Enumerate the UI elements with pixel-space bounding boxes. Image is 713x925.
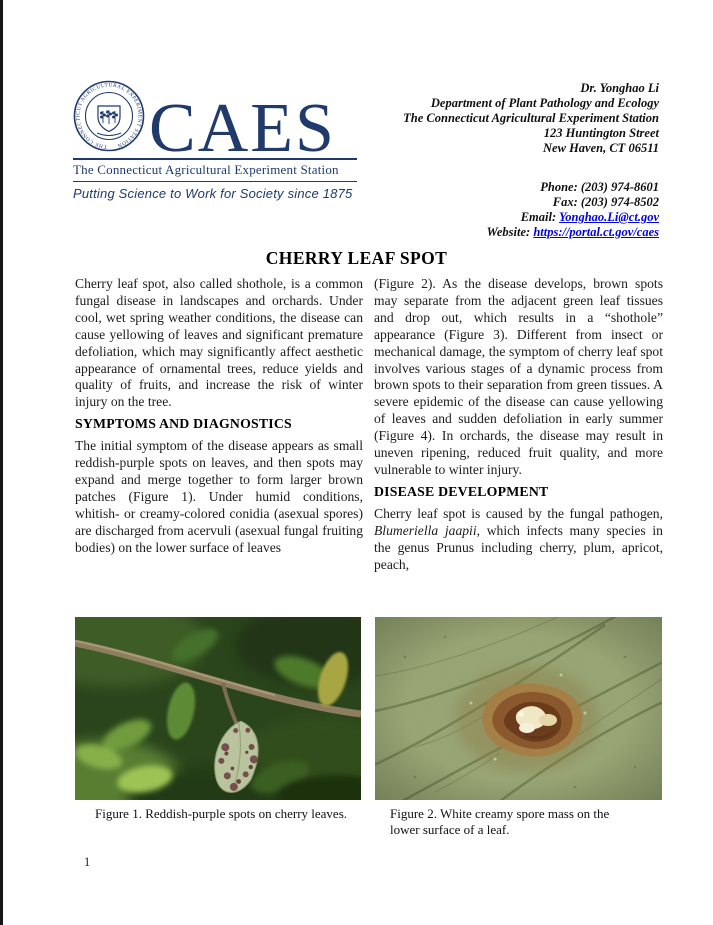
- contact-name: Dr. Yonghao Li: [580, 81, 659, 95]
- website-link[interactable]: https://portal.ct.gov/caes: [533, 225, 659, 239]
- pathogen-species-name: Blumeriella jaapii: [374, 522, 477, 538]
- symptoms-paragraph: The initial symptom of the disease appears as small reddish-purple spots on leaves, and then spots may expand and merge together to form larger brown patches (Figure 1). Under humid conditions, whitish- or creamy-colored conidia (asexual spores) are discharged from acervuli (asexual fungal fruiting bodies) on the lower surface of leaves: [75, 438, 363, 555]
- page-number: 1: [84, 855, 91, 869]
- caes-wordmark: CAES: [149, 90, 336, 167]
- email-link[interactable]: Yonghao.Li@ct.gov: [559, 210, 659, 224]
- disease-development-paragraph: [374, 506, 663, 574]
- logo-tagline: Putting Science to Work for Society since 1875: [73, 186, 353, 201]
- figure2-caption: Figure 2. White creamy spore mass on the lower surface of a leaf.: [390, 806, 610, 837]
- phone-label: Phone:: [540, 180, 581, 194]
- email-label: Email:: [520, 210, 560, 224]
- text-column-right: [374, 276, 663, 616]
- page-left-border: [0, 0, 3, 925]
- heading-symptoms: SYMPTOMS AND DIAGNOSTICS: [75, 416, 292, 432]
- fax-value: (203) 974-8502: [580, 195, 659, 209]
- logo-org-name: The Connecticut Agricultural Experiment Station: [73, 162, 339, 177]
- contact-phone: [239, 180, 659, 195]
- symptoms-continued-paragraph: (Figure 2). As the disease develops, brown spots may separate from the adjacent green leaf tissues and drop out, which results in a “shothole” appearance (Figure 3). Different from insect or mechanical damage, the symptom of cherry leaf spot involves various stages of a dynamic process from brown spots to their separation from green tissues. A severe epidemic of the disease can cause yellowing of leaves and sudden defoliation in early summer (Figure 4). In orchards, the disease may result in uneven ripening, reduced fruit quality, and more vulnerable to winter injury.: [374, 276, 663, 477]
- contact-website: [239, 225, 659, 240]
- document-title: CHERRY LEAF SPOT: [265, 248, 448, 268]
- contact-organization: The Connecticut Agricultural Experiment Station: [403, 111, 659, 125]
- contact-spacer: [239, 156, 659, 180]
- heading-disease-development: DISEASE DEVELOPMENT: [374, 483, 549, 499]
- contact-email: [239, 210, 659, 225]
- contact-fax: [239, 195, 659, 210]
- caes-seal-icon: [73, 80, 145, 152]
- contact-department: Department of Plant Pathology and Ecology: [430, 96, 659, 110]
- contact-street: 123 Huntington Street: [543, 126, 659, 140]
- phone-value: (203) 974-8601: [580, 180, 659, 194]
- intro-paragraph: Cherry leaf spot, also called shothole, is a common fungal disease in landscapes and orchards. Under cool, wet spring weather conditions, the disease can cause yellowing of leaves and significant premature defoliation, which may significantly affect aesthetic appearance of ornamental trees, reduce yields and quality of fruits, and increase the risk of winter injury on the tree.: [75, 276, 363, 410]
- website-label: Website:: [486, 225, 534, 239]
- pathogen-text-post: , which infects many species in the genus Prunus including cherry, plum, apricot, peach,: [374, 522, 663, 572]
- fax-label: Fax:: [552, 195, 581, 209]
- pathogen-text-pre: Cherry leaf spot is caused by the fungal pathogen,: [374, 505, 663, 521]
- figure2-photo: [375, 617, 662, 800]
- figure1-caption: Figure 1. Reddish-purple spots on cherry leaves.: [95, 806, 348, 821]
- seal-ring-text: THE CONNECTICUT AGRICULTURAL EXPERIMENT STATION: [75, 82, 143, 150]
- figure1-photo: [75, 617, 361, 800]
- contact-city: New Haven, CT 06511: [543, 141, 659, 155]
- text-column-left: [75, 276, 363, 616]
- contact-block: [239, 81, 659, 240]
